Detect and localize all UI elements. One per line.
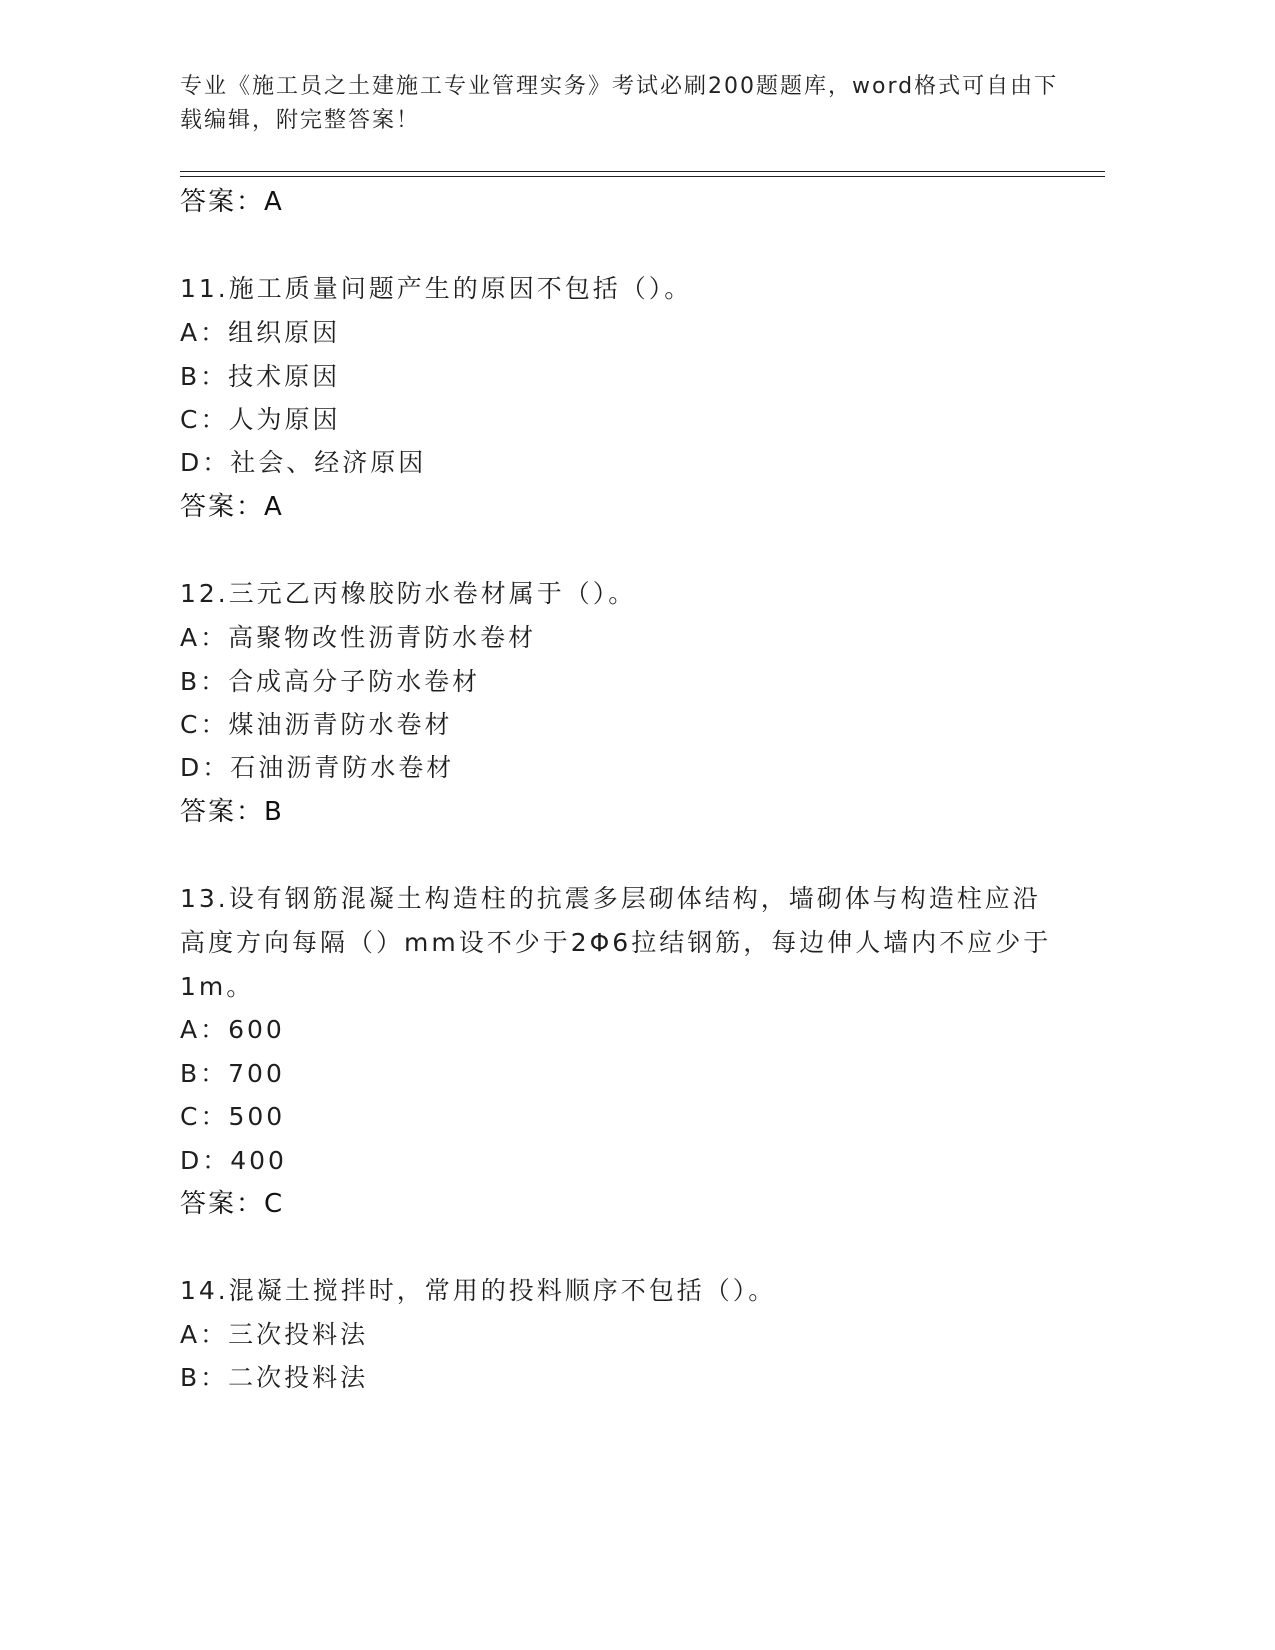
document-header: 专业《施工员之土建施工专业管理实务》考试必刷200题题库，word格式可自由下载编辑，附完整答案！ <box>180 74 1059 133</box>
question-13-stem: 13.设有钢筋混凝土构造柱的抗震多层砌体结构，墙砌体与构造柱应沿高度方向每隔（）mm设不少于2Φ6拉结钢筋，每边伸人墙内不应少于1m。 <box>180 884 1052 1001</box>
question-12-option-b: B：合成高分子防水卷材 <box>180 667 481 696</box>
question-11-option-b: B：技术原因 <box>180 362 341 391</box>
question-14-option-a: A：三次投料法 <box>180 1320 369 1349</box>
previous-answer: 答案：A <box>180 187 284 217</box>
question-11-option-d: D：社会、经济原因 <box>180 448 427 477</box>
question-12-option-d: D：石油沥青防水卷材 <box>180 753 455 782</box>
question-14-stem: 14.混凝土搅拌时，常用的投料顺序不包括（）。 <box>180 1276 777 1305</box>
question-13-option-d: D：400 <box>180 1146 287 1175</box>
question-12-stem: 12.三元乙丙橡胶防水卷材属于（）。 <box>180 579 637 608</box>
question-14-option-b: B：二次投料法 <box>180 1363 369 1392</box>
question-13-option-a: A：600 <box>180 1015 285 1044</box>
question-13-answer: 答案：C <box>180 1189 285 1219</box>
question-11-stem: 11.施工质量问题产生的原因不包括（）。 <box>180 274 693 303</box>
question-11-option-c: C：人为原因 <box>180 405 341 434</box>
question-12-option-a: A：高聚物改性沥青防水卷材 <box>180 623 537 652</box>
question-12-option-c: C：煤油沥青防水卷材 <box>180 710 453 739</box>
question-13-option-b: B：700 <box>180 1059 285 1088</box>
question-13-option-c: C：500 <box>180 1102 286 1131</box>
header-divider-bottom <box>180 176 1105 177</box>
question-11-option-a: A：组织原因 <box>180 318 341 347</box>
question-12-answer: 答案：B <box>180 797 284 827</box>
header-divider-top <box>180 171 1105 172</box>
question-11-answer: 答案：A <box>180 492 284 522</box>
